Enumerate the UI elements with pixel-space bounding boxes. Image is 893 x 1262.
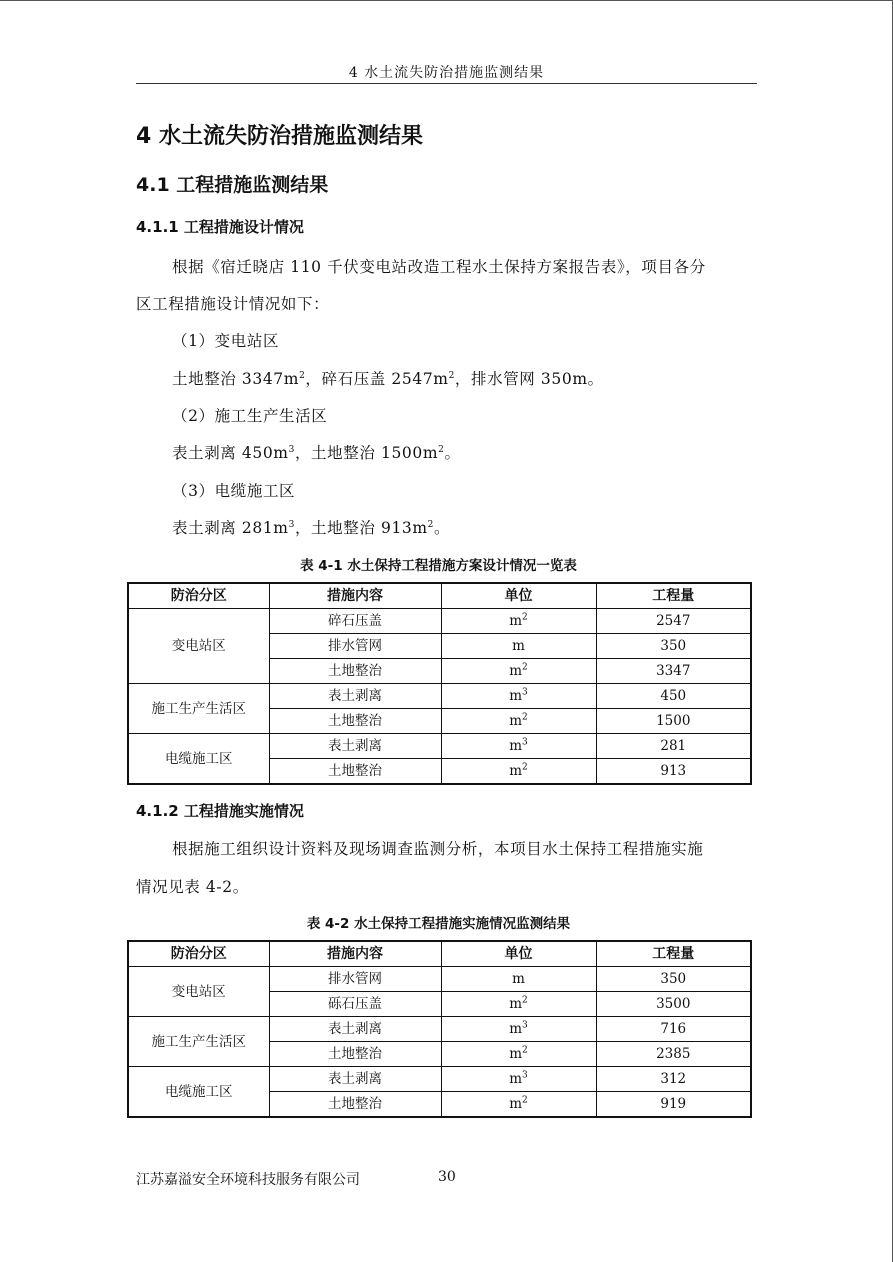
header-cell-zone: 防治分区 xyxy=(128,583,269,609)
header-cell-zone: 防治分区 xyxy=(128,941,269,967)
area-measures-substation: 土地整治 $3347m^2$，碎石压盖 $2547m^2$，排水管网 350m。 xyxy=(172,370,604,388)
table-row xyxy=(128,967,751,992)
table-header-row xyxy=(128,941,751,967)
table-header-row xyxy=(128,583,751,609)
measure-cell: 土地整治 xyxy=(269,709,441,734)
unit-cell: $m^2$ xyxy=(441,759,596,785)
footer-company-name: 江苏嘉溢安全环境科技服务有限公司 xyxy=(136,1172,360,1188)
quantity-cell: 281 xyxy=(596,734,751,759)
unit-cell: $m^3$ xyxy=(441,1017,596,1042)
measure-cell: 碎石压盖 xyxy=(269,609,441,634)
measure-cell: 表土剥离 xyxy=(269,1017,441,1042)
quantity-cell: 913 xyxy=(596,759,751,785)
header-cell-quantity: 工程量 xyxy=(596,583,751,609)
quantity-cell: 312 xyxy=(596,1067,751,1092)
unit-cell: $m^2$ xyxy=(441,992,596,1017)
implementation-paragraph-line1: 根据施工组织设计资料及现场调查监测分析，本项目水土保持工程措施实施 xyxy=(172,840,704,858)
intro-paragraph-line1: 根据《宿迁晓店 110 千伏变电站改造工程水土保持方案报告表》，项目各分 xyxy=(172,258,706,276)
quantity-cell: 919 xyxy=(596,1092,751,1118)
subsection-heading-design: 4.1.1 工程措施设计情况 xyxy=(136,218,304,236)
header-cell-measure: 措施内容 xyxy=(269,583,441,609)
measure-cell: 表土剥离 xyxy=(269,734,441,759)
measure-cell: 土地整治 xyxy=(269,759,441,785)
quantity-cell: 450 xyxy=(596,684,751,709)
table-4-2 xyxy=(127,940,752,1118)
zone-cell: 电缆施工区 xyxy=(128,734,269,785)
zone-cell: 施工生产生活区 xyxy=(128,684,269,734)
area-label-construction-camp: （2）施工生产生活区 xyxy=(172,407,328,425)
unit-cell: $m^2$ xyxy=(441,609,596,634)
quantity-cell: 3500 xyxy=(596,992,751,1017)
unit-cell: $m^3$ xyxy=(441,684,596,709)
area-label-cable-construction: （3）电缆施工区 xyxy=(172,482,296,500)
page-border-top xyxy=(0,0,893,1)
table-row xyxy=(128,1067,751,1092)
quantity-cell: 716 xyxy=(596,1017,751,1042)
table-row xyxy=(128,734,751,759)
measure-cell: 土地整治 xyxy=(269,659,441,684)
zone-cell: 变电站区 xyxy=(128,967,269,1017)
zone-cell: 电缆施工区 xyxy=(128,1067,269,1118)
area-label-substation: （1）变电站区 xyxy=(172,332,280,350)
footer-page-number: 30 xyxy=(438,1169,456,1185)
zone-cell: 施工生产生活区 xyxy=(128,1017,269,1067)
quantity-cell: 3347 xyxy=(596,659,751,684)
table-row xyxy=(128,684,751,709)
unit-cell: $m^3$ xyxy=(441,1067,596,1092)
measure-cell: 土地整治 xyxy=(269,1042,441,1067)
quantity-cell: 2385 xyxy=(596,1042,751,1067)
measure-cell: 排水管网 xyxy=(269,634,441,659)
measure-cell: 砾石压盖 xyxy=(269,992,441,1017)
unit-cell: m xyxy=(441,634,596,659)
header-cell-quantity: 工程量 xyxy=(596,941,751,967)
subsection-heading-implementation: 4.1.2 工程措施实施情况 xyxy=(136,802,304,820)
header-cell-unit: 单位 xyxy=(441,941,596,967)
area-measures-cable-construction: 表土剥离 $281m^3$，土地整治 $913m^2$。 xyxy=(172,519,451,537)
area-measures-construction-camp: 表土剥离 $450m^3$，土地整治 $1500m^2$。 xyxy=(172,444,461,462)
header-cell-unit: 单位 xyxy=(441,583,596,609)
quantity-cell: 1500 xyxy=(596,709,751,734)
measure-cell: 排水管网 xyxy=(269,967,441,992)
header-rule xyxy=(136,83,757,84)
intro-paragraph-line2: 区工程措施设计情况如下： xyxy=(136,295,330,313)
unit-cell: $m^2$ xyxy=(441,659,596,684)
quantity-cell: 350 xyxy=(596,634,751,659)
running-header: 4 水土流失防治措施监测结果 xyxy=(348,65,545,81)
unit-cell: m xyxy=(441,967,596,992)
unit-cell: $m^3$ xyxy=(441,734,596,759)
header-cell-measure: 措施内容 xyxy=(269,941,441,967)
table-row xyxy=(128,1017,751,1042)
unit-cell: $m^2$ xyxy=(441,709,596,734)
zone-cell: 变电站区 xyxy=(128,609,269,684)
table-4-1 xyxy=(127,582,752,785)
implementation-paragraph-line2: 情况见表 4-2。 xyxy=(136,878,249,896)
section-heading: 4.1 工程措施监测结果 xyxy=(136,174,329,196)
unit-cell: $m^2$ xyxy=(441,1042,596,1067)
quantity-cell: 2547 xyxy=(596,609,751,634)
measure-cell: 表土剥离 xyxy=(269,1067,441,1092)
unit-cell: $m^2$ xyxy=(441,1092,596,1118)
table-row xyxy=(128,609,751,634)
chapter-heading: 4 水土流失防治措施监测结果 xyxy=(136,124,423,149)
table-4-1-caption: 表 4-1 水土保持工程措施方案设计情况一览表 xyxy=(300,558,577,574)
quantity-cell: 350 xyxy=(596,967,751,992)
table-4-2-caption: 表 4-2 水土保持工程措施实施情况监测结果 xyxy=(306,916,571,932)
measure-cell: 表土剥离 xyxy=(269,684,441,709)
measure-cell: 土地整治 xyxy=(269,1092,441,1118)
